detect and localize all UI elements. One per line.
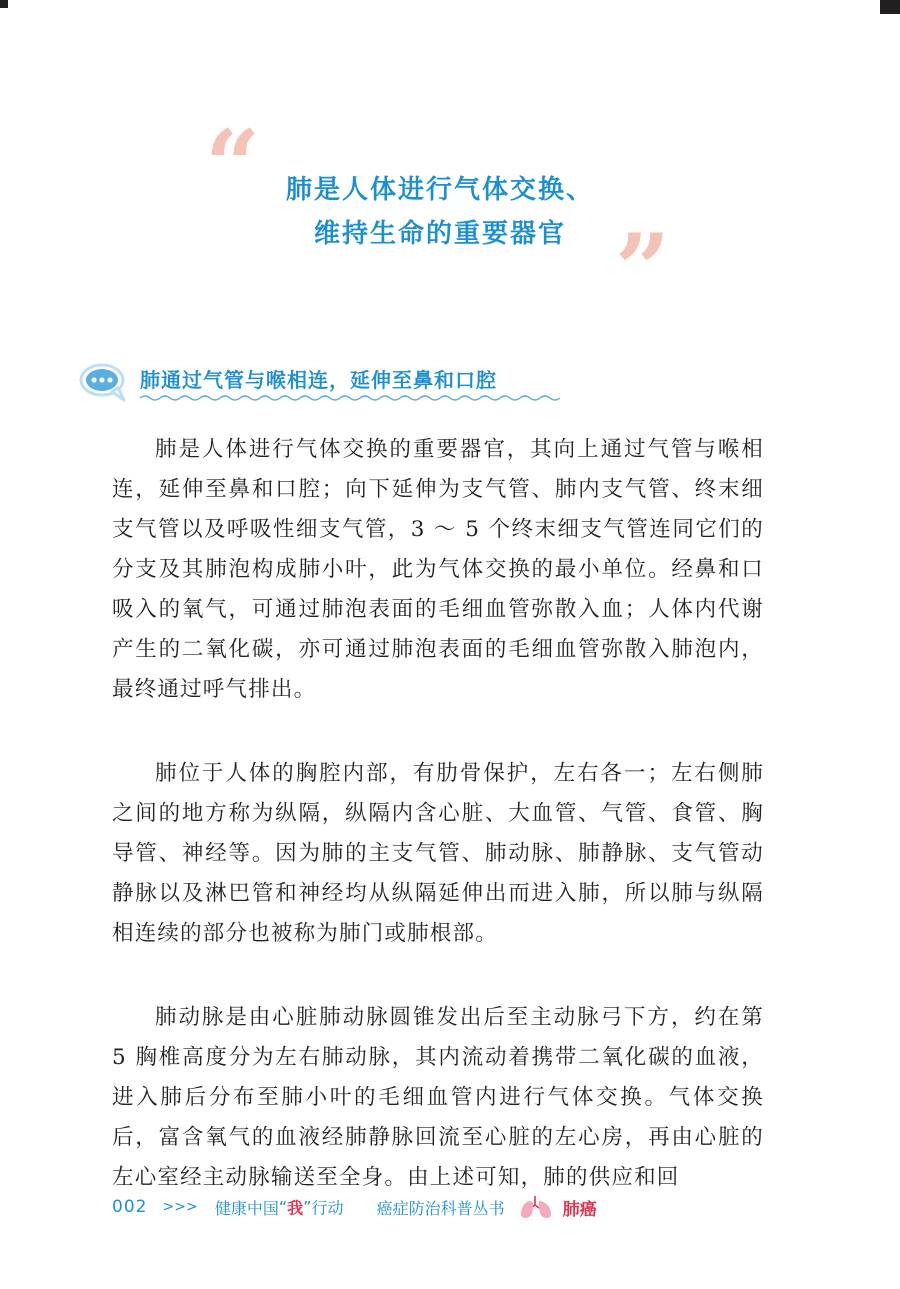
paragraph-2: 肺位于人体的胸腔内部，有肋骨保护，左右各一；左右侧肺之间的地方称为纵隔，纵隔内含心脏、大血管、气管、食管、胸导管、神经等。因为肺的主支气管、肺动脉、肺静脉、支气管动静脉以及淋巴管和神经均从纵隔延伸出而进入肺，所以肺与纵隔相连续的部分也被称为肺门或肺根部。 <box>112 761 764 946</box>
close-quote-mark: ” <box>615 213 671 326</box>
book-title: 肺癌 <box>562 1199 597 1220</box>
headline-line-1: 肺是人体进行气体交换、 <box>285 175 594 205</box>
series-open-quote: “ <box>278 1197 288 1217</box>
speech-bubble-icon <box>78 362 130 402</box>
paragraph-3: 肺动脉是由心脏肺动脉圆锥发出后至主动脉弓下方，约在第 5 胸椎高度分为左右肺动脉，其内流动着携带二氧化碳的血液，进入肺后分布至肺小叶的毛细血管内进行气体交换。气体交换后，富含氧气的血液经肺静脉回流至心脏的左心房，再由心脏的左心室经主动脉输送至全身。由上述可知，肺的供应和回 <box>112 1005 764 1190</box>
series-close-quote: ” <box>303 1197 312 1217</box>
headline-line-2: 维持生命的重要器官 <box>313 219 566 249</box>
body-text <box>112 430 764 1242</box>
series-suffix: 行动 <box>311 1198 344 1218</box>
page-number: 002 <box>112 1197 148 1217</box>
series-name: 癌症防治科普丛书 <box>376 1198 505 1218</box>
section-heading <box>78 356 548 406</box>
series-highlight: 我 <box>287 1198 304 1218</box>
lungs-icon <box>518 1193 554 1221</box>
footer-arrows: >>> <box>162 1199 198 1215</box>
series-prefix: 健康中国 <box>214 1198 279 1218</box>
section-title: 肺通过气管与喉相连，延伸至鼻和口腔 <box>140 368 497 392</box>
wavy-underline <box>140 394 560 402</box>
paragraph-1: 肺是人体进行气体交换的重要器官，其向上通过气管与喉相连，延伸至鼻和口腔；向下延伸为支气管、肺内支气管、终末细支气管以及呼吸性细支气管，3 ～ 5 个终末细支气管连同它们的分支及其肺泡构成肺小叶，此为气体交换的最小单位。经鼻和口吸入的氧气，可通过肺泡表面的毛细血管弥散入血；人体内代谢产生的二氧化碳，亦可通过肺泡表面的毛细血管弥散入肺泡内，最终通过呼气排出。 <box>112 437 764 702</box>
crop-mark-top-left <box>0 0 8 8</box>
open-quote-mark: “ <box>205 109 261 222</box>
page-footer <box>112 1193 712 1223</box>
crop-mark-top-right <box>880 0 900 14</box>
headline <box>240 168 640 256</box>
